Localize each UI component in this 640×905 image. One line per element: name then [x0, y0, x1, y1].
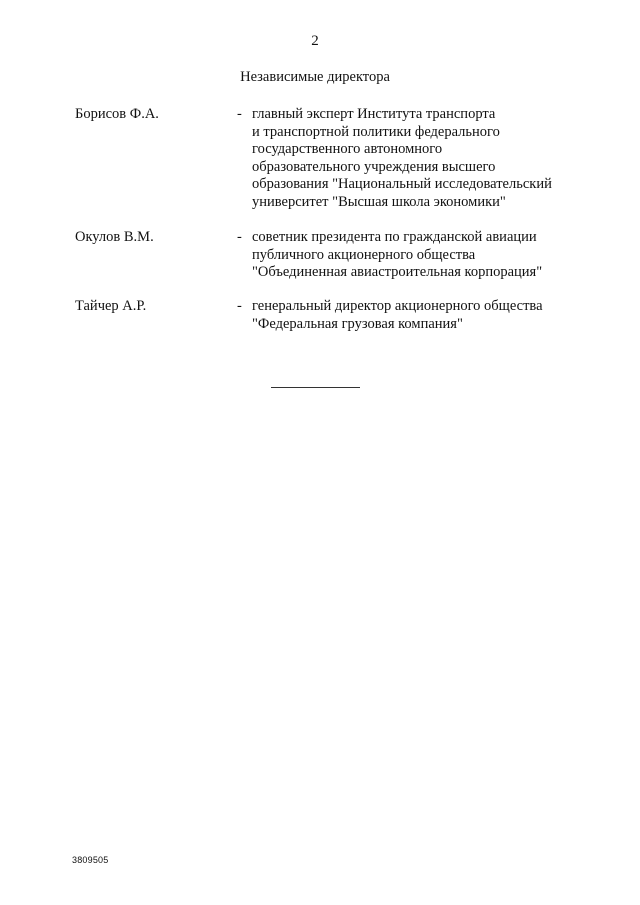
position-line: главный эксперт Института транспорта — [252, 106, 496, 122]
page-number: 2 — [311, 33, 319, 49]
position-line: университет "Высшая школа экономики" — [252, 193, 506, 210]
document-code: 3809505 — [72, 855, 109, 865]
director-position — [252, 298, 582, 333]
director-position — [252, 106, 582, 211]
position-line: генеральный директор акционерного общества — [252, 298, 543, 314]
position-line: "Федеральная грузовая компания" — [252, 315, 463, 332]
director-name: Тайчер А.Р. — [75, 298, 147, 314]
end-of-list-rule — [271, 387, 360, 388]
position-line: "Объединенная авиастроительная корпорация" — [252, 264, 543, 280]
position-line: и транспортной политики федерального — [252, 123, 500, 140]
director-name: Борисов Ф.А. — [75, 106, 159, 122]
list-dash: - — [237, 298, 242, 314]
section-title: Независимые директора — [240, 69, 390, 85]
position-line: государственного автономного — [252, 141, 443, 157]
list-dash: - — [237, 229, 242, 245]
list-dash: - — [237, 106, 242, 122]
position-line: образовательного учреждения высшего — [252, 158, 496, 175]
director-name: Окулов В.М. — [75, 229, 154, 245]
position-line: публичного акционерного общества — [252, 246, 476, 263]
director-position — [252, 229, 582, 282]
position-line: образования "Национальный исследовательский — [252, 176, 552, 192]
position-line: советник президента по гражданской авиации — [252, 229, 537, 245]
